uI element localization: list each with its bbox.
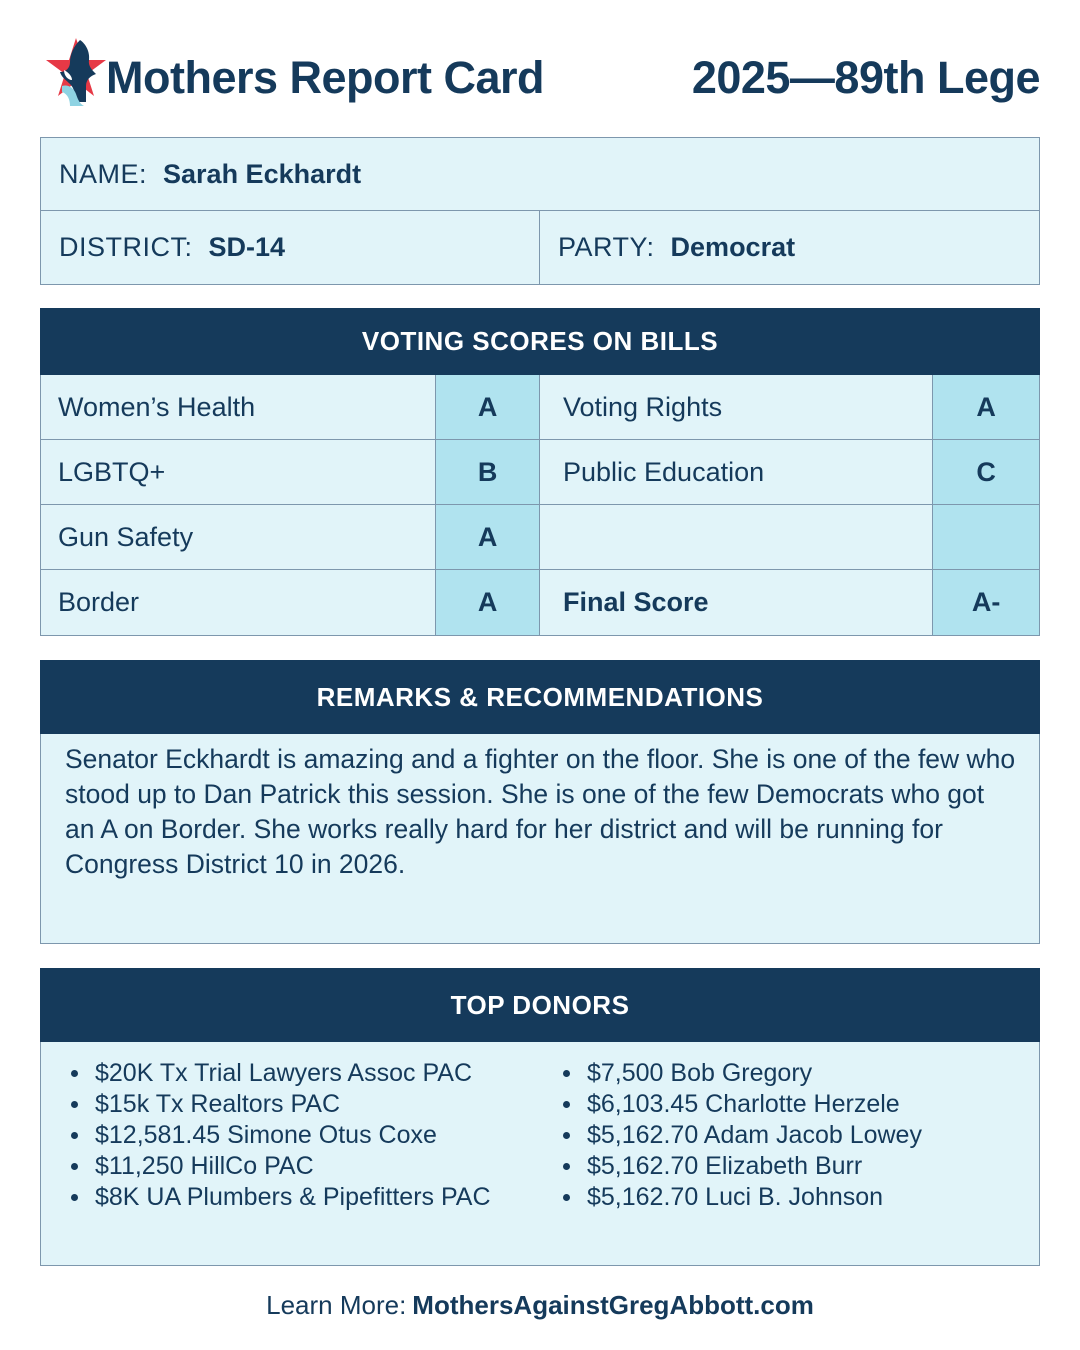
footer: [0, 1290, 1080, 1321]
bullet-icon: [71, 1070, 78, 1077]
scores-table: [40, 375, 1040, 636]
score-category: Women’s Health: [41, 375, 436, 440]
donor-entry: $5,162.70 Adam Jacob Lowey: [587, 1121, 922, 1149]
legislator-info: [40, 137, 1040, 285]
party-label: PARTY:: [558, 232, 655, 262]
score-grade: B: [436, 440, 540, 505]
score-category: Voting Rights: [540, 375, 933, 440]
list-item: [71, 1120, 491, 1151]
bullet-icon: [563, 1101, 570, 1108]
bullet-icon: [71, 1101, 78, 1108]
donor-entry: $5,162.70 Elizabeth Burr: [587, 1152, 863, 1180]
list-item: [71, 1182, 491, 1213]
bullet-icon: [563, 1194, 570, 1201]
remarks-text: Senator Eckhardt is amazing and a fighter on the floor. She is one of the few who stood up to Dan Patrick this session. She is one of the few Democrats who got an A on Border. She works really hard for her district and will be running for Congress District 10 in 2026.: [40, 734, 1040, 944]
header: [40, 30, 1040, 120]
list-item: [563, 1151, 922, 1182]
donors-heading: TOP DONORS: [40, 968, 1040, 1042]
session-title: 2025—89th Lege: [691, 52, 1040, 103]
list-item: [71, 1151, 491, 1182]
score-category: Gun Safety: [41, 505, 436, 570]
bullet-icon: [71, 1132, 78, 1139]
district-label: DISTRICT:: [59, 232, 193, 262]
score-category: Border: [41, 570, 436, 635]
donor-entry: $5,162.70 Luci B. Johnson: [587, 1183, 884, 1211]
bullet-icon: [71, 1194, 78, 1201]
donors-list-right: [563, 1058, 922, 1213]
score-grade: A: [436, 570, 540, 635]
scores-heading: VOTING SCORES ON BILLS: [40, 308, 1040, 375]
score-grade: C: [933, 440, 1039, 505]
score-grade: A: [933, 375, 1039, 440]
score-category: LGBTQ+: [41, 440, 436, 505]
table-row: [41, 570, 1039, 635]
name-cell: [41, 138, 361, 210]
donor-entry: $20K Tx Trial Lawyers Assoc PAC: [95, 1059, 473, 1087]
donor-entry: $8K UA Plumbers & Pipefitters PAC: [95, 1183, 491, 1211]
donor-entry: $11,250 HillCo PAC: [95, 1152, 314, 1180]
donor-entry: $12,581.45 Simone Otus Coxe: [95, 1121, 437, 1149]
footer-link[interactable]: MothersAgainstGregAbbott.com: [412, 1290, 814, 1320]
bullet-icon: [71, 1163, 78, 1170]
final-score-label: Final Score: [540, 570, 933, 635]
donor-entry: $6,103.45 Charlotte Herzele: [587, 1090, 900, 1118]
brand-title: Mothers Report Card: [106, 52, 545, 103]
list-item: [563, 1058, 922, 1089]
remarks-heading: REMARKS & RECOMMENDATIONS: [40, 660, 1040, 734]
bullet-icon: [563, 1132, 570, 1139]
score-category: [540, 505, 933, 570]
name-value: Sarah Eckhardt: [163, 158, 362, 189]
score-grade: A: [436, 505, 540, 570]
name-label: NAME:: [59, 158, 148, 189]
list-item: [563, 1182, 922, 1213]
score-category: Public Education: [540, 440, 933, 505]
score-grade: [933, 505, 1039, 570]
donor-entry: $7,500 Bob Gregory: [587, 1059, 813, 1087]
donors-box: [40, 1042, 1040, 1266]
footer-label: Learn More:: [266, 1290, 407, 1320]
score-grade: A: [436, 375, 540, 440]
bullet-icon: [563, 1163, 570, 1170]
list-item: [71, 1089, 491, 1120]
star-mother-icon: [40, 34, 108, 110]
party-value: Democrat: [670, 232, 796, 262]
name-row: [41, 138, 1039, 211]
table-row: [41, 440, 1039, 505]
list-item: [71, 1058, 491, 1089]
donors-list-left: [71, 1058, 491, 1213]
table-row: [41, 505, 1039, 570]
district-cell: [41, 211, 540, 284]
final-score-grade: A-: [933, 570, 1039, 635]
bullet-icon: [563, 1070, 570, 1077]
table-row: [41, 375, 1039, 440]
donor-entry: $15k Tx Realtors PAC: [95, 1090, 341, 1118]
district-value: SD-14: [208, 232, 286, 262]
list-item: [563, 1089, 922, 1120]
district-party-row: [41, 211, 1039, 284]
party-cell: [540, 211, 795, 284]
list-item: [563, 1120, 922, 1151]
